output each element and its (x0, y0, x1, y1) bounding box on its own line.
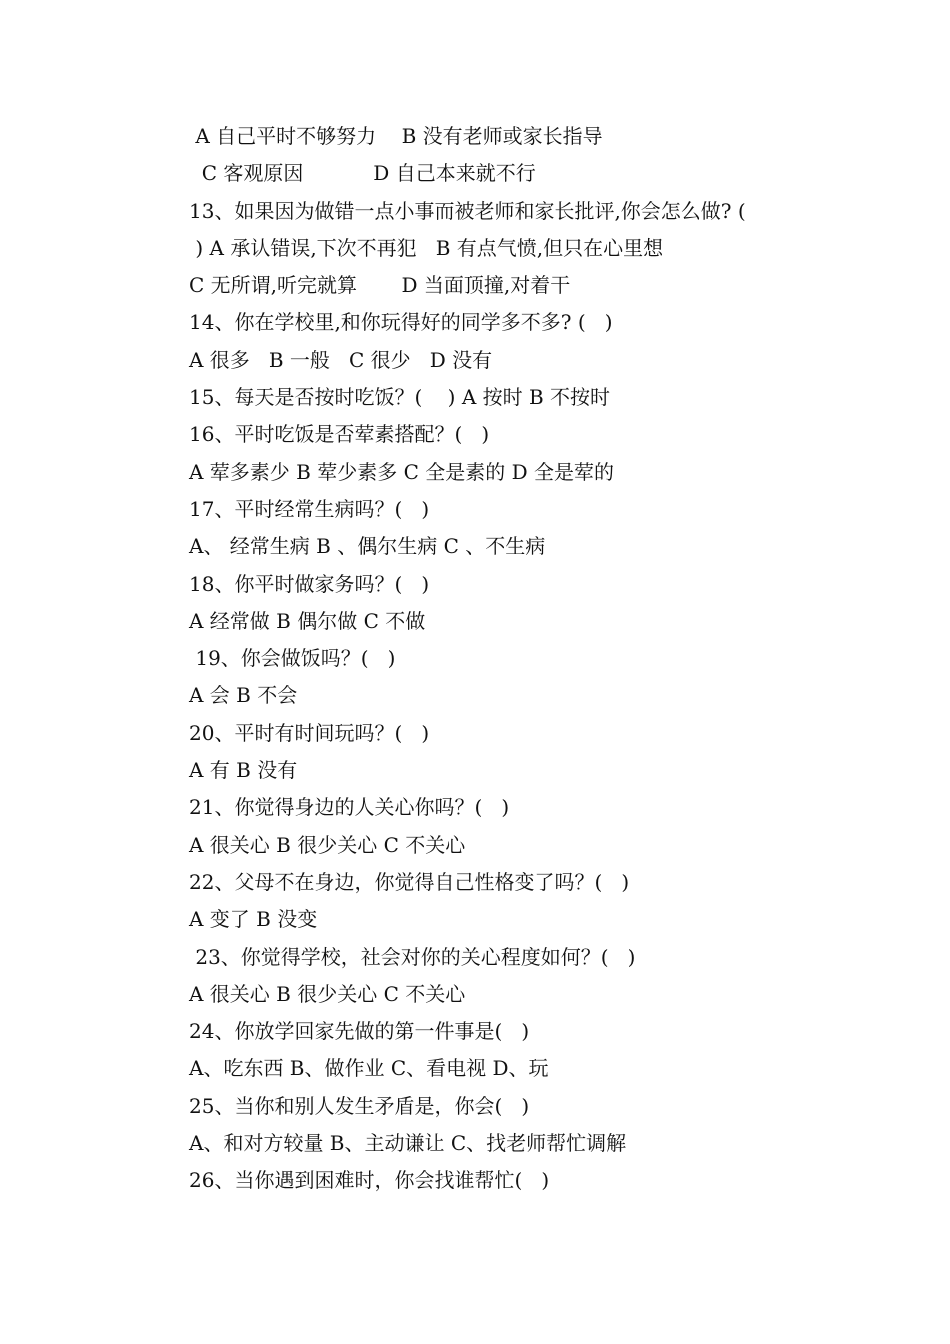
option-line-q13-cd: C 无所谓,听完就算 D 当面顶撞,对着干 (189, 273, 571, 298)
option-line-q17: A、 经常生病 B 、偶尔生病 C 、不生病 (189, 534, 546, 559)
option-line-q23: A 很关心 B 很少关心 C 不关心 (189, 981, 466, 1006)
option-line-q12-ab: A 自己平时不够努力 B 没有老师或家长指导 (189, 124, 603, 148)
option-line-q12-cd: C 客观原因 D 自己本来就不行 (189, 161, 536, 186)
question-20: 20、平时有时间玩吗？( ) (189, 720, 430, 745)
question-18: 18、你平时做家务吗？( ) (189, 571, 430, 596)
question-24: 24、你放学回家先做的第一件事是( ) (189, 1019, 530, 1044)
question-21: 21、你觉得身边的人关心你吗？( ) (189, 795, 510, 820)
option-line-q22: A 变了 B 没变 (189, 907, 318, 932)
question-19: 19、你会做饭吗？( ) (189, 646, 396, 671)
questionnaire-text (189, 118, 829, 1200)
question-14: 14、你在学校里,和你玩得好的同学多不多? ( ) (189, 310, 613, 335)
option-line-q21: A 很关心 B 很少关心 C 不关心 (189, 832, 466, 857)
option-line-q19: A 会 B 不会 (189, 683, 298, 708)
question-13: 13、如果因为做错一点小事而被老师和家长批评,你会怎么做? ( (189, 198, 746, 223)
question-25: 25、当你和别人发生矛盾是，你会( ) (189, 1093, 530, 1118)
option-line-q24: A、吃东西 B、做作业 C、看电视 D、玩 (189, 1056, 549, 1081)
option-line-q25: A、和对方较量 B、主动谦让 C、找老师帮忙调解 (189, 1131, 627, 1156)
option-line-q16: A 荤多素少 B 荤少素多 C 全是素的 D 全是荤的 (189, 459, 614, 484)
option-line-q14: A 很多 B 一般 C 很少 D 没有 (189, 347, 493, 372)
option-line-q18: A 经常做 B 偶尔做 C 不做 (189, 608, 426, 633)
option-line-q20: A 有 B 没有 (189, 758, 298, 783)
question-17: 17、平时经常生病吗？( ) (189, 496, 430, 521)
question-15: 15、每天是否按时吃饭？( ) A 按时 B 不按时 (189, 385, 611, 410)
option-line-q13-ab: ) A 承认错误,下次不再犯 B 有点气愤,但只在心里想 (189, 235, 664, 260)
question-23: 23、你觉得学校，社会对你的关心程度如何？( ) (189, 944, 636, 969)
question-16: 16、平时吃饭是否荤素搭配？( ) (189, 422, 490, 447)
question-26: 26、当你遇到困难时，你会找谁帮忙( ) (189, 1168, 550, 1193)
question-22: 22、父母不在身边，你觉得自己性格变了吗？( ) (189, 869, 630, 894)
